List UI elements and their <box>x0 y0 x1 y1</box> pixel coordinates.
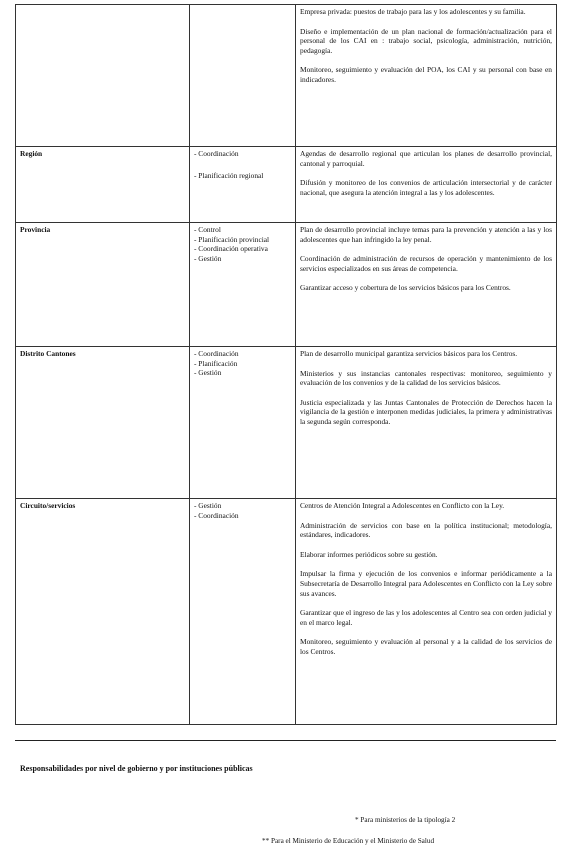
function-item: - Coordinación <box>194 510 239 520</box>
responsibility-paragraph: Justicia especializada y las Juntas Cantonales de Protección de Derechos hacen la vigilancia de la gestión e interponen medidas judiciales, la primera y administrativas la segunda según corresponda. <box>300 397 552 426</box>
function-item: - Coordinación operativa <box>194 244 268 254</box>
responsibility-paragraph: Difusión y monitoreo de los convenios de articulación intersectorial y de carácter nacional, que asegura la atención integral a las y los adolescentes. <box>300 178 552 197</box>
level-cell <box>16 147 190 223</box>
functions-cell <box>190 499 296 725</box>
function-item: - Planificación provincial <box>194 234 270 244</box>
responsibilities-cell <box>296 223 557 347</box>
responsibilities-cell <box>296 347 557 499</box>
function-item: - Coordinación <box>194 149 239 158</box>
responsibilities-cell <box>296 499 557 725</box>
level-cell <box>16 499 190 725</box>
function-item: - Planificación <box>194 358 238 368</box>
footnote-1: * Para ministerios de la tipología 2 <box>355 816 456 824</box>
function-item: - Gestión <box>194 368 222 378</box>
table-row <box>16 347 557 499</box>
responsibility-paragraph: Agendas de desarrollo regional que articulan los planes de desarrollo provincial, cantonal y parroquial. <box>300 149 552 168</box>
footnote-2: ** Para el Ministerio de Educación y el Ministerio de Salud <box>262 837 435 845</box>
level-label: Circuito/servicios <box>20 501 76 510</box>
level-cell <box>16 5 190 147</box>
functions-list <box>194 149 291 180</box>
functions-cell <box>190 147 296 223</box>
table-row <box>16 223 557 347</box>
responsibility-paragraph: Ministerios y sus instancias cantonales respectivas: monitoreo, seguimiento y evaluación de los convenios y de la calidad de los servicios básicos. <box>300 368 552 388</box>
functions-list <box>194 349 291 378</box>
table-caption: Responsabilidades por nivel de gobierno y por instituciones públicas <box>20 764 253 773</box>
responsibility-paragraph: Impulsar la firma y ejecución de los convenios e informar periódicamente a la Subsecretaría de Desarrollo Integral para Adolescentes en Conflicto con la Ley sobre sus avances. <box>300 569 552 598</box>
separator-line <box>15 740 556 741</box>
level-label: Distrito Cantones <box>20 349 76 358</box>
function-item: - Gestión <box>194 253 222 263</box>
responsibilities-cell <box>296 147 557 223</box>
function-item: - Coordinación <box>194 349 239 358</box>
responsibility-paragraph: Plan de desarrollo provincial incluye temas para la prevención y atención a las y los adolescentes que han infringido la ley penal. <box>300 225 552 244</box>
level-label: Provincia <box>20 225 51 234</box>
responsibility-paragraph: Elaborar informes periódicos sobre su gestión. <box>300 549 438 559</box>
function-item: - Planificación regional <box>194 170 264 180</box>
responsibility-paragraph: Garantizar que el ingreso de las y los adolescentes al Centro sea con orden judicial y en el marco legal. <box>300 608 552 627</box>
functions-cell <box>190 347 296 499</box>
table-row <box>16 147 557 223</box>
functions-list <box>194 501 291 520</box>
level-cell <box>16 347 190 499</box>
functions-cell <box>190 223 296 347</box>
responsibility-paragraph: Empresa privada: puestos de trabajo para las y los adolescentes y su familia. <box>300 7 526 16</box>
level-label: Región <box>20 149 43 158</box>
responsibility-paragraph: Monitoreo, seguimiento y evaluación al personal y a la calidad de los servicios de los Centros. <box>300 637 552 656</box>
responsibility-paragraph: Administración de servicios con base en la política institucional; metodología, estándares, indicadores. <box>300 520 552 540</box>
responsibility-paragraph: Centros de Atención Integral a Adolescentes en Conflicto con la Ley. <box>300 501 505 510</box>
level-cell <box>16 223 190 347</box>
responsibility-paragraph: Diseño e implementación de un plan nacional de formación/actualización para el personal de los CAI en : trabajo social, psicología, administración, nutrición, pedagogía. <box>300 26 552 55</box>
table-row <box>16 5 557 147</box>
responsibilities-cell <box>296 5 557 147</box>
responsibility-paragraph: Monitoreo, seguimiento y evaluación del POA, los CAI y su personal con base en indicadores. <box>300 65 552 84</box>
responsibility-paragraph: Plan de desarrollo municipal garantiza servicios básicos para los Centros. <box>300 349 518 358</box>
table-row <box>16 499 557 725</box>
responsibilities-table <box>15 4 557 725</box>
responsibility-paragraph: Coordinación de administración de recursos de operación y mantenimiento de los servicios especializados en sus áreas de competencia. <box>300 254 552 273</box>
function-item: - Gestión <box>194 501 222 510</box>
function-item: - Control <box>194 225 221 234</box>
table-body <box>16 5 557 725</box>
functions-cell <box>190 5 296 147</box>
functions-list <box>194 225 291 263</box>
responsibility-paragraph: Garantizar acceso y cobertura de los servicios básicos para los Centros. <box>300 283 511 293</box>
